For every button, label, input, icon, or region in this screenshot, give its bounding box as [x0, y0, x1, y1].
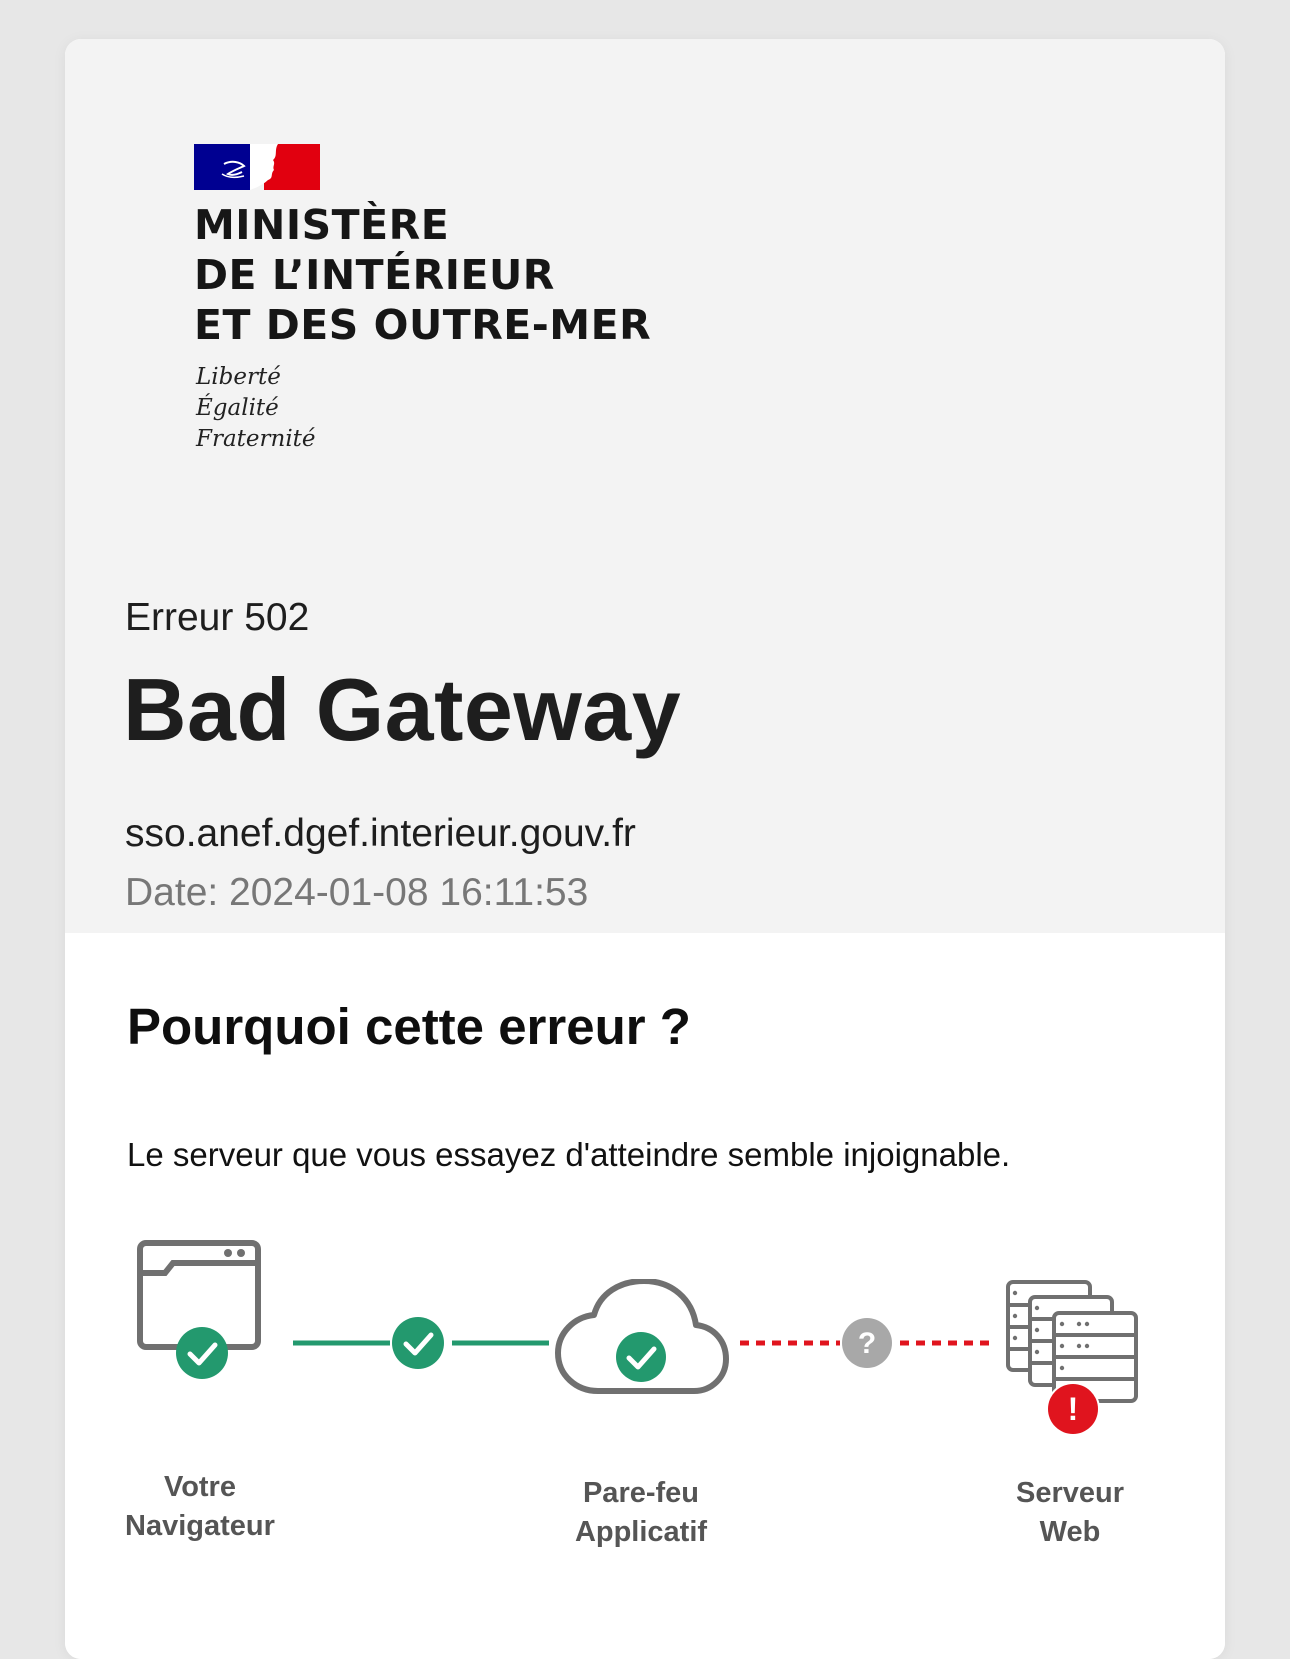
node-label-browser [80, 1468, 320, 1546]
question-mark: ? [857, 1327, 877, 1360]
ministry-logo [194, 144, 674, 454]
node-label-line: Web [1039, 1516, 1101, 1548]
republic-motto [196, 362, 316, 455]
motto-line: Fraternité [196, 426, 316, 452]
firewall-status-check-icon [613, 1329, 669, 1385]
node-label-firewall [521, 1474, 761, 1552]
node-label-line: Applicatif [574, 1516, 708, 1548]
motto-line: Égalité [196, 395, 279, 421]
motto-line: Liberté [196, 364, 281, 390]
server-status-error-icon [1045, 1381, 1101, 1437]
ministry-name-line: ET DES OUTRE-MER [194, 301, 652, 349]
error-card [65, 39, 1225, 1659]
marianne-flag-icon [194, 144, 320, 190]
explanation-text: Le serveur que vous essayez d'atteindre semble injoignable. [127, 1136, 1011, 1173]
error-header [65, 39, 1225, 933]
error-code: Erreur 502 [125, 596, 310, 639]
node-label-line: Pare-feu [582, 1477, 700, 1509]
exclamation-mark: ! [1067, 1391, 1079, 1427]
node-label-line: Navigateur [125, 1510, 275, 1542]
link-question-icon [841, 1317, 893, 1369]
browser-status-check-icon [174, 1325, 230, 1381]
ministry-name-line: DE L’INTÉRIEUR [194, 251, 555, 299]
error-title: Bad Gateway [123, 660, 682, 759]
ministry-name [194, 200, 651, 350]
explanation-heading: Pourquoi cette erreur ? [127, 998, 691, 1055]
network-diagram [65, 1189, 1225, 1609]
node-label-line: Votre [164, 1471, 236, 1503]
host-name: sso.anef.dgef.interieur.gouv.fr [125, 812, 636, 855]
ministry-name-line: MINISTÈRE [194, 201, 450, 249]
error-date: Date: 2024-01-08 16:11:53 [125, 871, 589, 914]
node-label-server [950, 1474, 1190, 1552]
link-check-icon [390, 1315, 446, 1371]
node-label-line: Serveur [1015, 1477, 1124, 1509]
